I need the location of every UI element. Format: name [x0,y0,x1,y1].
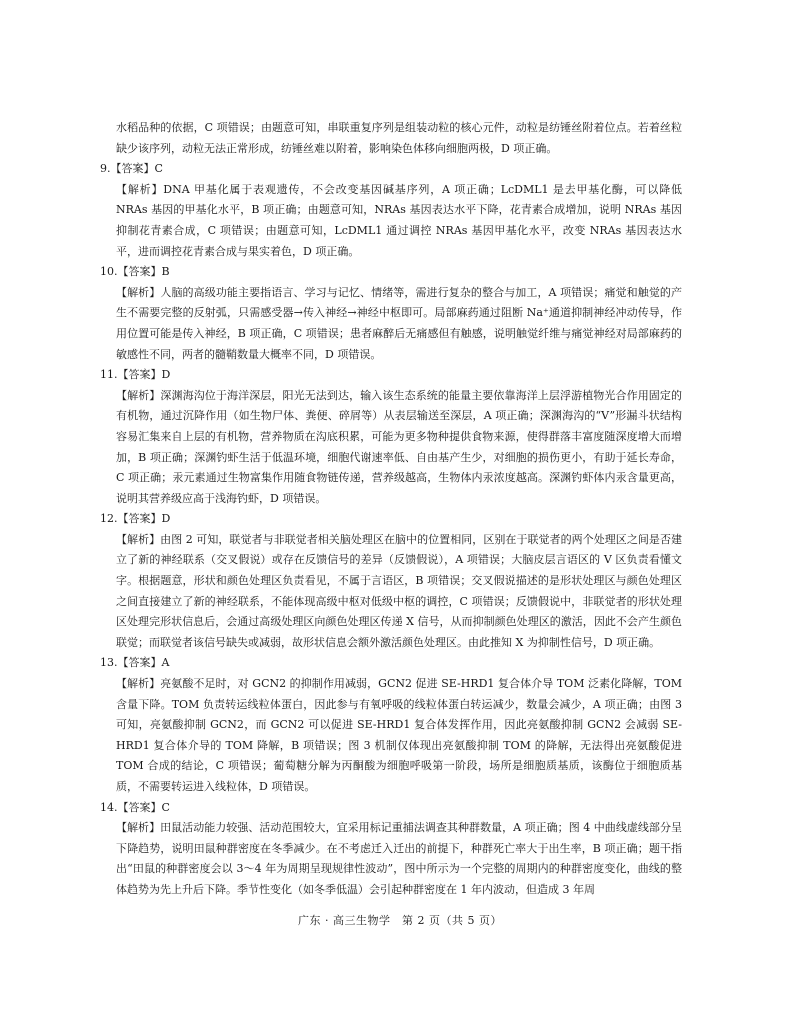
answer-9: 9.【答案】C [100,162,163,176]
analysis-11: 【解析】深渊海沟位于海洋深层，阳光无法到达，输入该生态系统的能量主要依靠海洋上层浮游植物光合作用固定的有机物，通过沉降作用（如生物尸体、粪便、碎屑等）从表层输送至深层，A 项正确；深渊海沟的“V”形漏斗状结构容易汇集来自上层的有机物，营养物质在沟底积累，可能为更多物种提供食物来源，使得群落丰富度随深度增大而增加，B 项正确；深渊钓虾生活于低温环境，细胞代谢速率低、自由基产生少，对细胞的损伤更小，有助于延长寿命，C 项正确；汞元素通过生物富集作用随食物链传递，营养级越高，生物体内汞浓度越高。深渊钓虾体内汞含量更高，说明其营养级应高于浅海钓虾，D 项错误。 [116,388,682,505]
analysis-12: 【解析】由图 2 可知，联觉者与非联觉者相关脑处理区在脑中的位置相同，区别在于联觉者的两个处理区之间是否建立了新的神经联系（交叉假说）或存在反馈信号的差异（反馈假说），A 项错误；大脑皮层言语区的 V 区负责看懂文字。根据题意，形状和颜色处理区负责看见，不属于言语区，B 项错误；交叉假说描述的是形状处理区与颜色处理区之间直接建立了新的神经联系，不能体现高级中枢对低级中枢的调控，C 项错误；反馈假说中，非联觉者的形状处理区处理完形状信息后，会通过高级处理区向颜色处理区传递 X 信号，从而抑制颜色处理区的激活，因此不会产生颜色联觉；而联觉者该信号缺失或减弱，故形状信息会额外激活颜色处理区。由此推知 X 为抑制性信号，D 项正确。 [116,532,682,649]
question-9 [100,159,682,262]
question-10 [100,262,682,365]
analysis-13: 【解析】亮氨酸不足时，对 GCN2 的抑制作用减弱，GCN2 促进 SE-HRD1 复合体介导 TOM 泛素化降解，TOM 含量下降。TOM 负责转运线粒体蛋白，因此参与有氧呼吸的线粒体蛋白转运减少，数量会减少，A 项正确；由图 3 可知，亮氨酸抑制 GCN2，而 GCN2 可以促进 SE-HRD1 复合体发挥作用，因此亮氨酸抑制 GCN2 会减弱 SE-HRD1 复合体介导的 TOM 降解，B 项错误；图 3 机制仅体现出亮氨酸抑制 TOM 的降解，无法得出亮氨酸促进 TOM 合成的结论，C 项错误；葡萄糖分解为丙酮酸为细胞呼吸第一阶段，场所是细胞质基质，该酶位于细胞质基质，不需要转运进入线粒体，D 项错误。 [116,677,682,793]
intro-paragraph: 水稻品种的依据，C 项错误；由题意可知，串联重复序列是组装动粒的核心元件，动粒是纺锤丝附着位点。若着丝粒缺少该序列，动粒无法正常形成，纺锤丝难以附着，影响染色体移向细胞两极，D 项正确。 [116,121,682,155]
analysis-14: 【解析】田鼠活动能力较强、活动范围较大，宜采用标记重捕法调查其种群数量，A 项正确；图 4 中曲线虚线部分呈下降趋势，说明田鼠种群密度在冬季减少。在不考虑迁入迁出的前提下，种群死亡率大于出生率，B 项正确；题干指出“田鼠的种群密度会以 3～4 年为周期呈现规律性波动”，图中所示为一个完整的周期内的种群密度变化，曲线的整体趋势为先上升后下降。季节性变化（如冬季低温）会引起种群密度在 1 年内波动，但造成 3 年周 [116,821,682,896]
question-13 [100,653,682,797]
analysis-9: 【解析】DNA 甲基化属于表观遗传，不会改变基因碱基序列，A 项正确；LcDML1 是去甲基化酶，可以降低 NRAs 基因的甲基化水平，B 项正确；由题意可知，NRAs 基因表达水平下降，花青素合成增加，说明 NRAs 基因抑制花青素合成，C 项错误；由题意可知，LcDML1 通过调控 NRAs 基因甲基化水平，改变 NRAs 基因表达水平，进而调控花青素合成与果实着色，D 项正确。 [116,182,682,258]
question-14 [100,798,682,901]
answer-10: 10.【答案】B [100,265,170,279]
answer-14: 14.【答案】C [100,800,170,814]
answer-analysis-body [100,118,682,901]
answer-13: 13.【答案】A [100,656,170,670]
page-footer: 广东 · 高三生物学 第 2 页（共 5 页） [298,914,502,927]
answer-11: 11.【答案】D [100,368,171,382]
analysis-10: 【解析】人脑的高级功能主要指语言、学习与记忆、情绪等，需进行复杂的整合与加工，A 项错误；痛觉和触觉的产生不需要完整的反射弧，只需感受器→传入神经→神经中枢即可。局部麻药通过阻断 Na⁺通道抑制神经冲动传导，作用位置可能是传入神经，B 项正确，C 项错误；患者麻醉后无痛感但有触感，说明触觉纤维与痛觉神经对局部麻药的敏感性不同，两者的髓鞘数量大概率不同，D 项错误。 [116,285,682,361]
answer-12: 12.【答案】D [100,512,171,526]
question-12 [100,509,682,653]
question-11 [100,365,682,509]
